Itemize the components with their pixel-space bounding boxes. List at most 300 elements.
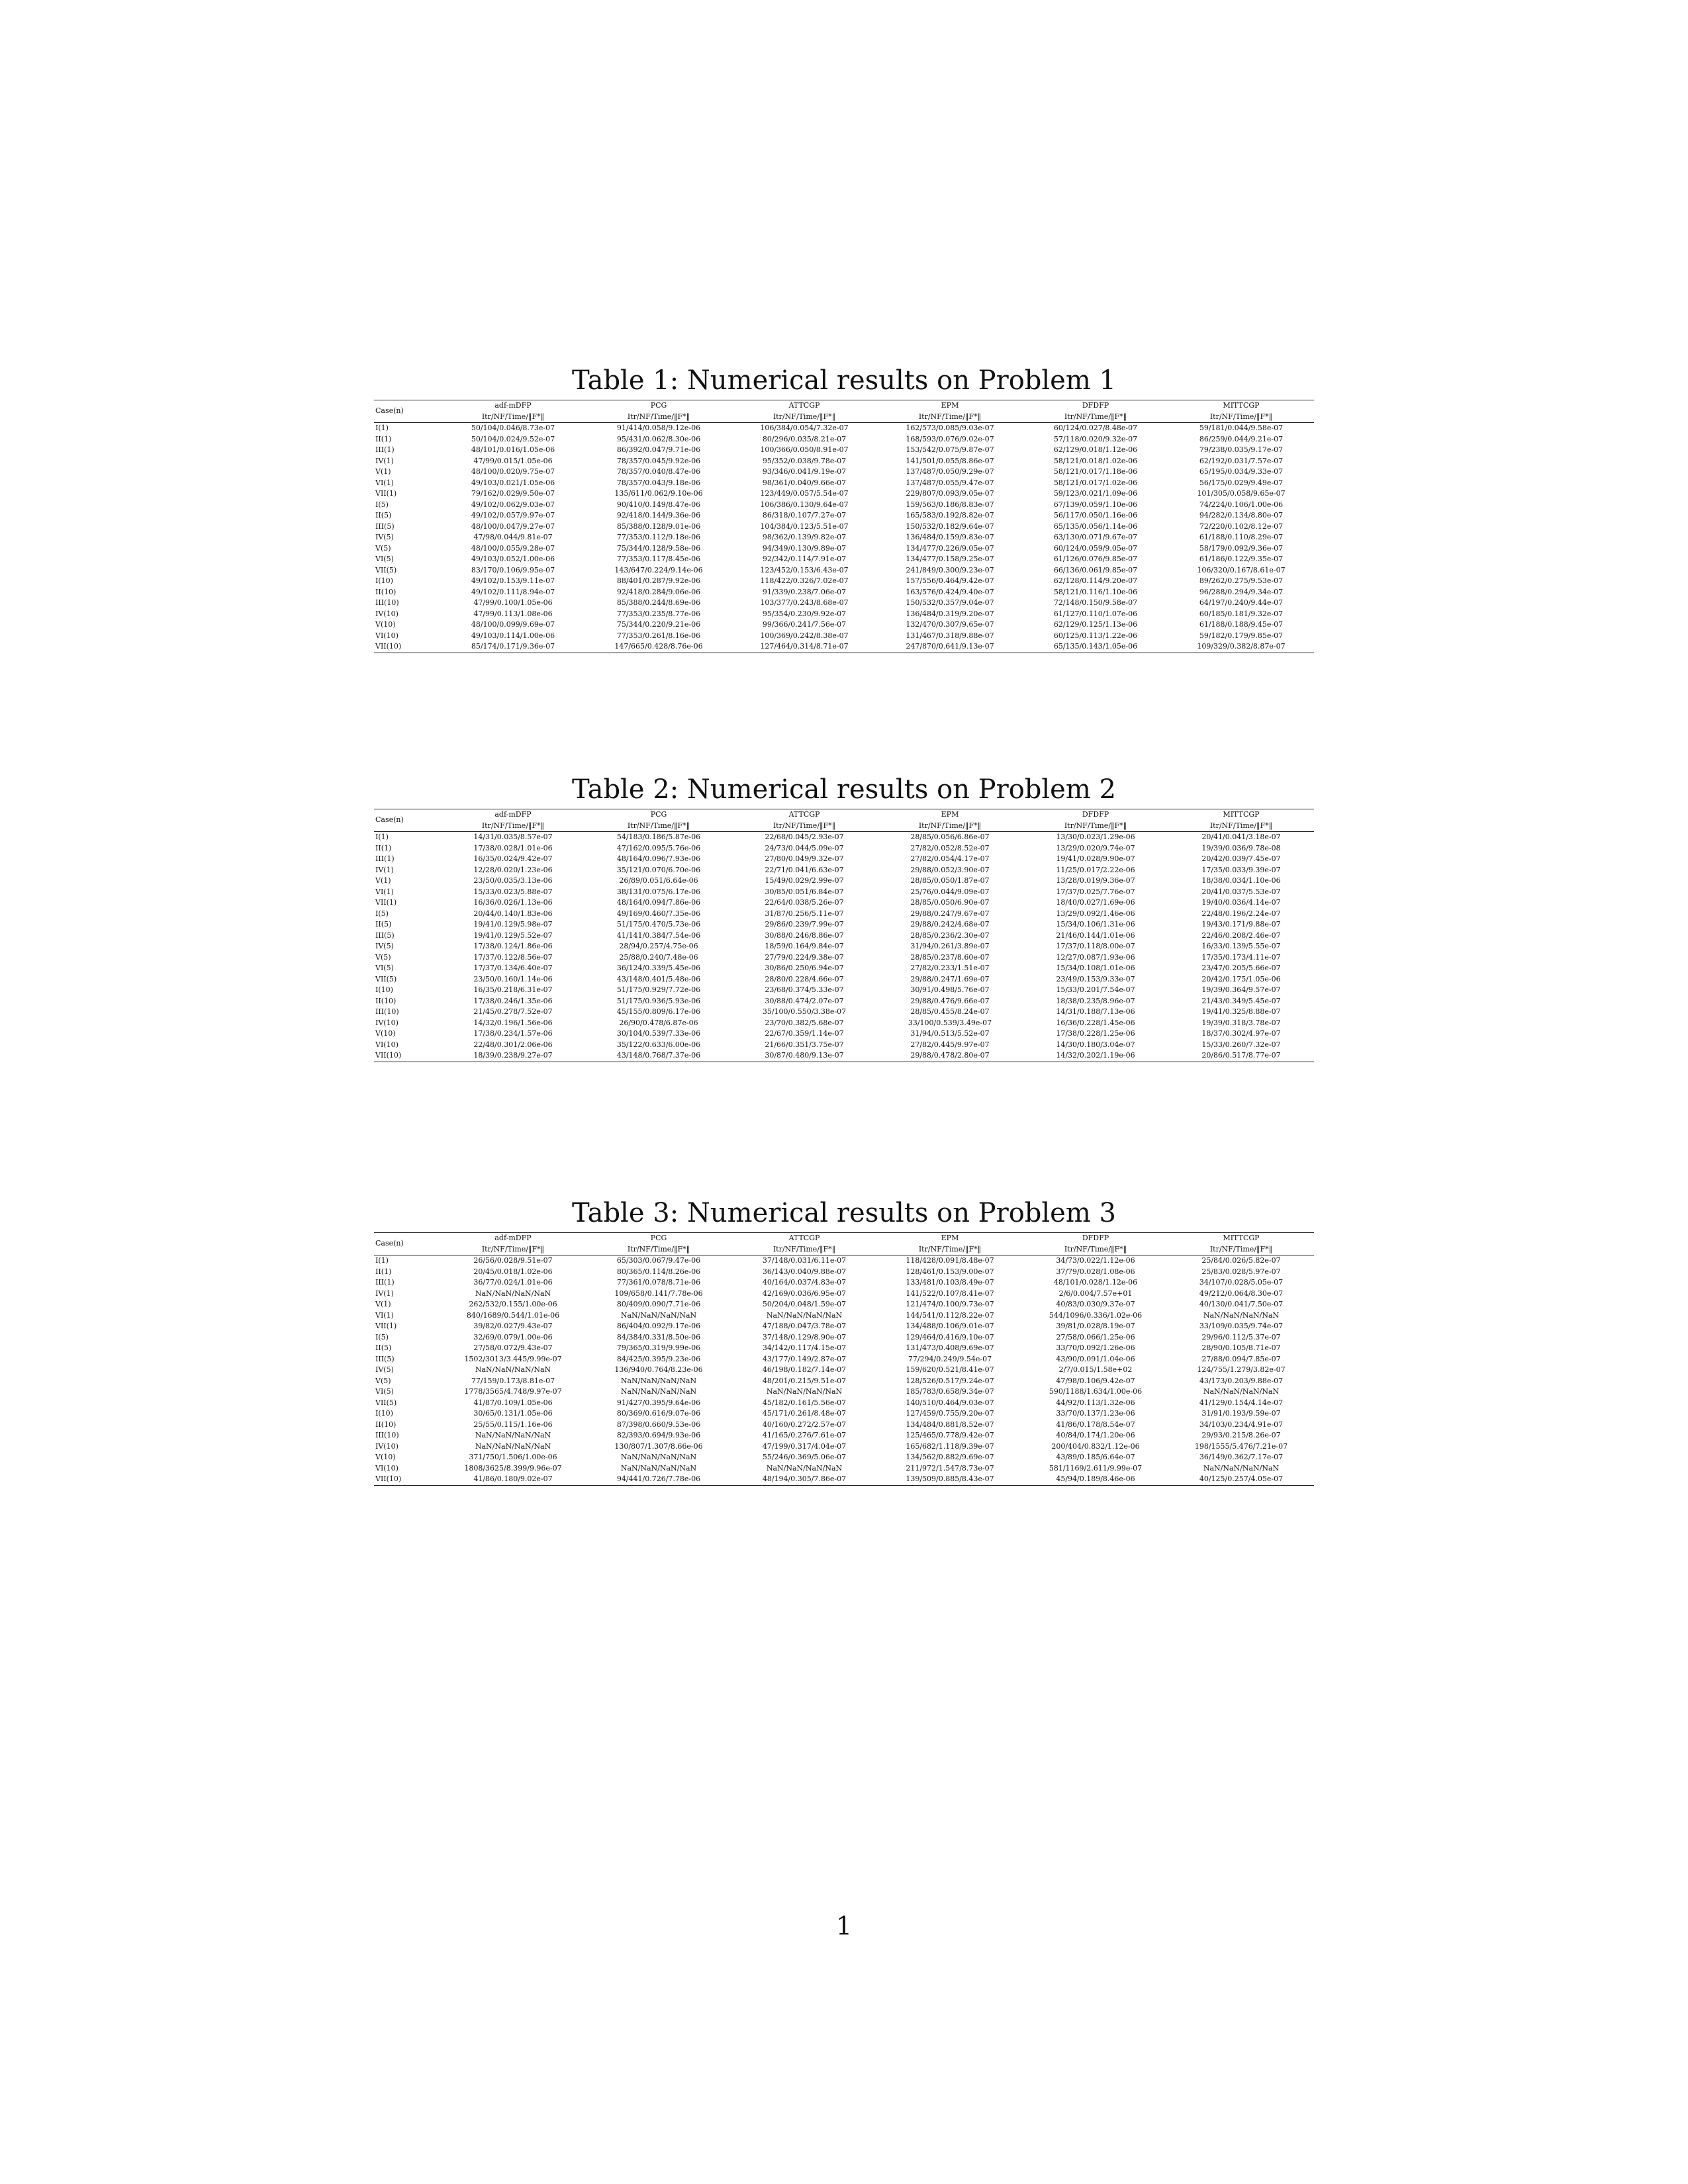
result-cell: 20/44/0.140/1.83e-06 (473, 909, 553, 918)
result-cell: 30/91/0.498/5.76e-07 (910, 985, 990, 994)
result-cell: 60/124/0.059/9.05e-07 (1053, 543, 1138, 553)
result-cell: 133/481/0.103/8.49e-07 (906, 1278, 994, 1287)
table-row (374, 576, 1314, 587)
result-cell: 92/418/0.284/9.06e-06 (616, 587, 701, 596)
result-cell: 165/682/1.118/9.39e-07 (906, 1441, 994, 1451)
table-row (374, 478, 1314, 489)
result-cell: 18/37/0.302/4.97e-07 (1201, 1029, 1281, 1038)
result-cell: 29/88/0.247/1.69e-07 (910, 974, 990, 983)
method-header: adf-mDFP (440, 400, 586, 412)
result-cell: 134/488/0.106/9.01e-07 (906, 1322, 994, 1330)
table-row (374, 996, 1314, 1007)
result-cell: 41/86/0.180/9.02e-07 (440, 1474, 586, 1485)
result-cell: 36/77/0.024/1.01e-06 (473, 1278, 553, 1287)
case-cell: IV(5) (375, 533, 394, 541)
table-row (374, 1310, 1314, 1322)
result-cell: 94/349/0.130/9.89e-07 (762, 543, 847, 553)
table-row (374, 598, 1314, 609)
page-number: 1 (835, 1911, 853, 1940)
result-cell: 49/212/0.064/8.30e-07 (1199, 1289, 1284, 1298)
result-cell: 58/121/0.018/1.02e-06 (1053, 456, 1138, 465)
result-cell: 19/41/0.028/9.90e-07 (1056, 854, 1135, 863)
result-cell: 47/99/0.100/1.05e-06 (473, 598, 553, 607)
result-cell: NaN/NaN/NaN/NaN (475, 1441, 551, 1451)
result-cell: 247/870/0.641/9.13e-07 (877, 641, 1023, 653)
result-cell: 27/82/0.445/9.97e-07 (910, 1040, 990, 1049)
result-cell: 49/169/0.460/7.35e-06 (616, 909, 701, 918)
result-cell: 13/28/0.019/9.36e-07 (1056, 876, 1135, 885)
result-cell: 75/344/0.220/9.21e-06 (616, 620, 701, 629)
result-cell: 56/117/0.050/1.16e-06 (1053, 511, 1138, 520)
result-cell: 20/41/0.037/5.53e-07 (1201, 887, 1281, 896)
metric-header: Itr/NF/Time/‖F*‖ (440, 412, 586, 423)
table-row (374, 985, 1314, 996)
result-cell: 42/169/0.036/6.95e-07 (762, 1289, 847, 1298)
result-cell: 25/55/0.115/1.16e-06 (473, 1420, 553, 1429)
result-cell: 27/82/0.233/1.51e-07 (910, 964, 990, 972)
result-cell: 54/183/0.186/5.87e-06 (616, 833, 701, 841)
case-cell: V(5) (375, 543, 391, 553)
result-cell: 143/647/0.224/9.14e-06 (614, 565, 703, 574)
case-cell: IV(1) (375, 456, 394, 465)
result-cell: 40/160/0.272/2.57e-07 (762, 1420, 847, 1429)
result-cell: 544/1096/0.336/1.02e-06 (1049, 1310, 1143, 1320)
result-cell: 123/452/0.153/6.43e-07 (760, 565, 849, 574)
result-cell: 19/39/0.364/9.57e-07 (1201, 985, 1281, 994)
result-cell: 153/542/0.075/9.87e-07 (906, 445, 994, 454)
result-cell: 98/362/0.139/9.82e-07 (762, 533, 847, 541)
method-header: PCG (586, 809, 731, 821)
result-cell: 83/170/0.106/9.95e-07 (471, 565, 555, 574)
result-cell: 34/73/0.022/1.12e-06 (1056, 1256, 1135, 1265)
result-cell: 51/175/0.929/7.72e-06 (616, 985, 701, 994)
table-row (374, 467, 1314, 478)
case-cell: IV(10) (375, 1018, 399, 1027)
result-cell: 37/79/0.028/1.08e-06 (1056, 1267, 1135, 1276)
table-row (374, 631, 1314, 642)
result-cell: 13/29/0.020/9.74e-07 (1056, 843, 1135, 852)
result-cell: 17/35/0.033/9.39e-07 (1201, 865, 1281, 874)
result-cell: 50/204/0.048/1.59e-07 (762, 1300, 847, 1308)
result-cell: 48/100/0.020/9.75e-07 (471, 467, 555, 476)
result-cell: 45/94/0.189/8.46e-06 (1023, 1474, 1168, 1485)
result-cell: 103/377/0.243/8.68e-07 (760, 598, 849, 607)
case-cell: II(10) (375, 1420, 397, 1429)
result-cell: 86/392/0.047/9.71e-06 (616, 445, 701, 454)
result-cell: 95/352/0.038/9.78e-07 (762, 456, 847, 465)
result-cell: 28/85/0.237/8.60e-07 (910, 952, 990, 962)
result-cell: 23/50/0.160/1.14e-06 (473, 974, 553, 983)
table-row (374, 1387, 1314, 1398)
results-table (374, 1232, 1314, 1486)
result-cell: 64/197/0.240/9.44e-07 (1199, 598, 1284, 607)
result-cell: 28/80/0.228/4.66e-07 (765, 974, 844, 983)
metric-header: Itr/NF/Time/‖F*‖ (440, 1244, 586, 1255)
result-cell: 45/182/0.161/5.56e-07 (762, 1398, 847, 1407)
table-row (374, 1267, 1314, 1278)
result-cell: 22/68/0.045/2.93e-07 (765, 833, 844, 841)
result-cell: 58/121/0.017/1.02e-06 (1053, 478, 1138, 487)
result-cell: 49/102/0.057/9.97e-07 (471, 511, 555, 520)
case-cell: I(1) (375, 424, 389, 432)
result-cell: 92/418/0.144/9.36e-06 (616, 511, 701, 520)
case-cell: V(10) (375, 1453, 396, 1461)
result-cell: 60/185/0.181/9.32e-07 (1199, 609, 1284, 618)
result-cell: 47/98/0.106/9.42e-07 (1056, 1376, 1135, 1385)
table-row (374, 587, 1314, 598)
result-cell: NaN/NaN/NaN/NaN (620, 1387, 697, 1396)
result-cell: 131/467/0.318/9.88e-07 (906, 631, 994, 640)
case-cell: III(1) (375, 1278, 395, 1287)
result-cell: 124/755/1.279/3.82e-07 (1197, 1365, 1286, 1374)
metric-header: Itr/NF/Time/‖F*‖ (1023, 821, 1168, 832)
result-cell: 94/441/0.726/7.78e-06 (586, 1474, 731, 1485)
result-cell: NaN/NaN/NaN/NaN (1203, 1387, 1280, 1396)
result-cell: 22/48/0.301/2.06e-06 (473, 1040, 553, 1049)
result-cell: 17/35/0.173/4.11e-07 (1201, 952, 1281, 962)
table-row (374, 609, 1314, 620)
result-cell: 47/188/0.047/3.78e-07 (762, 1322, 847, 1330)
result-cell: 91/339/0.238/7.06e-07 (762, 587, 847, 596)
case-cell: I(10) (375, 985, 393, 994)
result-cell: 15/34/0.106/1.31e-06 (1056, 920, 1135, 929)
result-cell: 60/125/0.113/1.22e-06 (1053, 631, 1138, 640)
result-cell: 49/102/0.062/9.03e-07 (471, 500, 555, 509)
result-cell: 78/357/0.043/9.18e-06 (616, 478, 701, 487)
result-cell: 57/118/0.020/9.32e-07 (1053, 434, 1138, 443)
result-cell: 27/58/0.066/1.25e-06 (1056, 1332, 1135, 1342)
result-cell: 77/159/0.173/8.81e-07 (471, 1376, 555, 1385)
case-cell: IV(1) (375, 865, 394, 874)
result-cell: 163/576/0.424/9.40e-07 (906, 587, 994, 596)
result-cell: 40/125/0.257/4.05e-07 (1168, 1474, 1314, 1485)
result-cell: 1502/3013/3.445/9.99e-07 (464, 1354, 562, 1363)
result-cell: NaN/NaN/NaN/NaN (1203, 1310, 1280, 1320)
result-cell: 49/102/0.111/8.94e-07 (471, 587, 555, 596)
result-cell: 86/404/0.092/9.17e-06 (616, 1322, 701, 1330)
result-cell: 129/464/0.416/9.10e-07 (906, 1332, 994, 1342)
result-cell: 30/88/0.246/8.86e-07 (765, 931, 844, 940)
header-row-metrics (374, 1244, 1314, 1255)
result-cell: 128/526/0.517/9.24e-07 (906, 1376, 994, 1385)
table-row (374, 565, 1314, 576)
result-cell: 118/428/0.091/8.48e-07 (906, 1256, 994, 1265)
result-cell: 29/88/0.242/4.68e-07 (910, 920, 990, 929)
table-row (374, 445, 1314, 456)
result-cell: 106/384/0.054/7.32e-07 (760, 424, 849, 432)
table-row (374, 1289, 1314, 1300)
result-cell: 92/342/0.114/7.91e-07 (762, 555, 847, 563)
result-cell: 65/303/0.067/9.47e-06 (616, 1256, 701, 1265)
result-cell: 59/182/0.179/9.85e-07 (1199, 631, 1284, 640)
result-cell: NaN/NaN/NaN/NaN (1203, 1463, 1280, 1473)
table-row (374, 876, 1314, 887)
result-cell: 91/427/0.395/9.64e-06 (616, 1398, 701, 1407)
case-cell: IV(1) (375, 1289, 394, 1298)
result-cell: 18/38/0.034/1.10e-06 (1201, 876, 1281, 885)
header-row-methods (374, 400, 1314, 412)
result-cell: 85/388/0.244/8.69e-06 (616, 598, 701, 607)
result-cell: 19/41/0.129/5.98e-07 (473, 920, 553, 929)
table-row (374, 1408, 1314, 1420)
result-cell: 28/85/0.236/2.30e-07 (910, 931, 990, 940)
result-cell: 47/99/0.015/1.05e-06 (473, 456, 553, 465)
case-cell: I(1) (375, 833, 389, 841)
result-cell: 147/665/0.428/8.76e-06 (586, 641, 731, 653)
result-cell: NaN/NaN/NaN/NaN (766, 1463, 843, 1473)
table-row (374, 532, 1314, 543)
result-cell: 89/262/0.275/9.53e-07 (1199, 576, 1284, 585)
result-cell: 37/148/0.031/6.11e-07 (762, 1256, 847, 1265)
result-cell: 25/76/0.044/9.09e-07 (910, 887, 990, 896)
result-cell: 41/87/0.109/1.05e-06 (473, 1398, 553, 1407)
result-cell: 17/38/0.246/1.35e-06 (473, 996, 553, 1005)
method-header: EPM (877, 400, 1023, 412)
result-cell: 51/175/0.936/5.93e-06 (616, 996, 701, 1005)
result-cell: 100/366/0.050/8.91e-07 (760, 445, 849, 454)
table-row (374, 522, 1314, 533)
result-cell: 21/66/0.351/3.75e-07 (765, 1040, 844, 1049)
case-cell: VII(1) (375, 489, 397, 498)
result-cell: 2/7/0.015/1.58e+02 (1058, 1365, 1133, 1374)
result-cell: 41/141/0.384/7.54e-06 (616, 931, 701, 940)
case-cell: V(1) (375, 467, 391, 476)
result-cell: 85/388/0.128/9.01e-06 (616, 522, 701, 531)
method-header: ATTCGP (731, 809, 877, 821)
result-cell: 87/398/0.660/9.53e-06 (616, 1420, 701, 1429)
result-cell: 24/73/0.044/5.09e-07 (765, 843, 844, 852)
result-cell: 12/28/0.020/1.23e-06 (473, 865, 553, 874)
result-cell: 581/1169/2.611/9.99e-07 (1049, 1463, 1143, 1473)
result-cell: 95/431/0.062/8.30e-06 (616, 434, 701, 443)
method-header: EPM (877, 1233, 1023, 1244)
result-cell: 19/39/0.036/9.78e-08 (1201, 843, 1281, 852)
method-header: DFDFP (1023, 809, 1168, 821)
result-cell: 137/487/0.050/9.29e-07 (906, 467, 994, 476)
result-cell: 62/128/0.114/9.20e-07 (1053, 576, 1138, 585)
case-cell: II(1) (375, 1267, 392, 1276)
result-cell: 118/422/0.326/7.02e-07 (760, 576, 849, 585)
result-cell: 45/155/0.809/6.17e-06 (616, 1007, 701, 1016)
result-cell: 99/366/0.241/7.56e-07 (762, 620, 847, 629)
case-cell: I(5) (375, 1332, 389, 1342)
result-cell: NaN/NaN/NaN/NaN (620, 1376, 697, 1385)
metric-header: Itr/NF/Time/‖F*‖ (1168, 412, 1314, 423)
result-cell: 159/563/0.186/8.83e-07 (906, 500, 994, 509)
result-cell: 20/86/0.517/8.77e-07 (1168, 1050, 1314, 1062)
result-cell: 65/195/0.034/9.33e-07 (1199, 467, 1284, 476)
result-cell: 27/79/0.224/9.38e-07 (765, 952, 844, 962)
result-cell: 28/85/0.050/6.90e-07 (910, 898, 990, 907)
case-cell: III(10) (375, 598, 399, 607)
table-row (374, 619, 1314, 631)
result-cell: 20/45/0.018/1.02e-06 (473, 1267, 553, 1276)
case-cell: V(5) (375, 1376, 391, 1385)
table-row (374, 1441, 1314, 1453)
result-cell: 101/305/0.058/9.65e-07 (1197, 489, 1286, 498)
case-cell: VI(5) (375, 964, 394, 972)
result-cell: 35/122/0.633/6.00e-06 (616, 1040, 701, 1049)
result-cell: 37/148/0.129/8.90e-07 (762, 1332, 847, 1342)
result-cell: 125/465/0.778/9.42e-07 (906, 1431, 994, 1439)
result-cell: 36/149/0.362/7.17e-07 (1199, 1453, 1284, 1461)
method-header: MITTCGP (1168, 1233, 1314, 1244)
case-cell: III(5) (375, 1354, 395, 1363)
case-cell: I(5) (375, 909, 389, 918)
result-cell: 29/96/0.112/5.37e-07 (1201, 1332, 1281, 1342)
table-row (374, 963, 1314, 974)
method-header: DFDFP (1023, 1233, 1168, 1244)
case-cell: IV(10) (375, 1441, 399, 1451)
result-cell: 77/361/0.078/8.71e-06 (616, 1278, 701, 1287)
case-cell: II(5) (375, 511, 392, 520)
table-row (374, 1365, 1314, 1376)
result-cell: 31/91/0.193/9.59e-07 (1201, 1409, 1281, 1418)
case-cell: VI(10) (375, 1463, 399, 1473)
result-cell: 165/583/0.192/8.82e-07 (906, 511, 994, 520)
metric-header: Itr/NF/Time/‖F*‖ (731, 412, 877, 423)
table-row (374, 1398, 1314, 1409)
result-cell: 13/30/0.023/1.29e-06 (1056, 833, 1135, 841)
method-header: PCG (586, 1233, 731, 1244)
result-cell: 26/56/0.028/9.51e-07 (473, 1256, 553, 1265)
result-cell: 86/318/0.107/7.27e-07 (762, 511, 847, 520)
result-cell: 43/177/0.149/2.87e-07 (762, 1354, 847, 1363)
table-row (374, 1299, 1314, 1310)
result-cell: 77/353/0.261/8.16e-06 (616, 631, 701, 640)
result-cell: 17/38/0.228/1.25e-06 (1056, 1029, 1135, 1038)
result-cell: 86/259/0.044/9.21e-07 (1199, 434, 1284, 443)
result-cell: 65/135/0.143/1.05e-06 (1023, 641, 1168, 653)
result-cell: 62/192/0.031/7.57e-07 (1199, 456, 1284, 465)
result-cell: 17/38/0.234/1.57e-06 (473, 1029, 553, 1038)
result-cell: 16/35/0.218/6.31e-07 (473, 985, 553, 994)
result-cell: 185/783/0.658/9.34e-07 (906, 1387, 994, 1396)
result-cell: 61/127/0.110/1.07e-06 (1053, 609, 1138, 618)
result-cell: 51/175/0.470/5.73e-06 (616, 920, 701, 929)
case-cell: V(10) (375, 1029, 396, 1038)
table-3-block (374, 1198, 1314, 1486)
result-cell: 32/69/0.079/1.00e-06 (473, 1332, 553, 1342)
result-cell: 132/470/0.307/9.65e-07 (906, 620, 994, 629)
result-cell: 85/174/0.171/9.36e-07 (440, 641, 586, 653)
result-cell: 27/82/0.052/8.52e-07 (910, 843, 990, 852)
result-cell: 121/474/0.100/9.73e-07 (906, 1300, 994, 1308)
table-row (374, 1463, 1314, 1475)
result-cell: 75/344/0.128/9.58e-06 (616, 543, 701, 553)
result-cell: 16/33/0.139/5.55e-07 (1201, 942, 1281, 950)
result-cell: 29/86/0.239/7.99e-07 (765, 920, 844, 929)
result-cell: 150/532/0.182/9.64e-07 (906, 522, 994, 531)
result-cell: 15/33/0.260/7.32e-07 (1201, 1040, 1281, 1049)
result-cell: 31/87/0.256/5.11e-07 (765, 909, 844, 918)
table-row (374, 434, 1314, 445)
case-cell: IV(10) (375, 609, 399, 618)
result-cell: NaN/NaN/NaN/NaN (620, 1453, 697, 1461)
result-cell: 127/464/0.314/8.71e-07 (731, 641, 877, 653)
metric-header: Itr/NF/Time/‖F*‖ (731, 1244, 877, 1255)
header-row-metrics (374, 821, 1314, 832)
result-cell: 49/102/0.153/9.11e-07 (471, 576, 555, 585)
result-cell: 80/365/0.114/8.26e-06 (616, 1267, 701, 1276)
case-cell: III(10) (375, 1431, 399, 1439)
case-cell: VII(10) (374, 1474, 440, 1485)
result-cell: 61/188/0.110/8.29e-07 (1199, 533, 1284, 541)
result-cell: 96/288/0.294/9.34e-07 (1199, 587, 1284, 596)
table-row (374, 1040, 1314, 1051)
result-cell: 28/85/0.050/1.87e-07 (910, 876, 990, 885)
table-row (374, 887, 1314, 898)
result-cell: 23/50/0.035/3.13e-06 (473, 876, 553, 885)
result-cell: 98/361/0.040/9.66e-07 (762, 478, 847, 487)
result-cell: 31/94/0.261/3.89e-07 (910, 942, 990, 950)
result-cell: 18/59/0.164/9.84e-07 (765, 942, 844, 950)
method-header: ATTCGP (731, 400, 877, 412)
result-cell: 123/449/0.057/5.54e-07 (760, 489, 849, 498)
result-cell: 90/410/0.149/8.47e-06 (616, 500, 701, 509)
result-cell: 159/620/0.521/8.41e-07 (906, 1365, 994, 1374)
result-cell: 26/89/0.051/6.64e-06 (619, 876, 698, 885)
result-cell: 43/90/0.091/1.04e-06 (1056, 1354, 1135, 1363)
result-cell: 28/85/0.056/6.86e-07 (910, 833, 990, 841)
result-cell: 79/365/0.319/9.99e-06 (616, 1343, 701, 1352)
result-cell: 43/148/0.401/5.48e-06 (616, 974, 701, 983)
result-cell: 150/532/0.357/9.04e-07 (906, 598, 994, 607)
result-cell: 29/88/0.478/2.80e-07 (877, 1050, 1023, 1062)
result-cell: 34/142/0.117/4.15e-07 (762, 1343, 847, 1352)
case-cell: III(5) (375, 931, 395, 940)
method-header: PCG (586, 400, 731, 412)
result-cell: 23/49/0.153/9.33e-07 (1056, 974, 1135, 983)
result-cell: 17/38/0.124/1.86e-06 (473, 942, 553, 950)
case-cell: II(1) (375, 434, 392, 443)
result-cell: NaN/NaN/NaN/NaN (620, 1463, 697, 1473)
result-cell: 17/37/0.134/6.40e-07 (473, 964, 553, 972)
result-cell: 28/94/0.257/4.75e-06 (619, 942, 698, 950)
result-cell: 19/41/0.325/8.88e-07 (1201, 1007, 1281, 1016)
method-header: adf-mDFP (440, 809, 586, 821)
result-cell: 59/181/0.044/9.58e-07 (1199, 424, 1284, 432)
result-cell: 33/70/0.137/1.23e-06 (1056, 1409, 1135, 1418)
result-cell: 78/357/0.045/9.92e-06 (616, 456, 701, 465)
case-cell: I(10) (375, 576, 393, 585)
result-cell: 20/41/0.041/3.18e-07 (1201, 833, 1281, 841)
result-cell: 14/32/0.196/1.56e-06 (473, 1018, 553, 1027)
result-cell: 15/34/0.108/1.01e-06 (1056, 964, 1135, 972)
case-header: Case(n) (374, 809, 440, 832)
case-cell: I(10) (375, 1409, 393, 1418)
result-cell: 41/86/0.178/8.54e-07 (1056, 1420, 1135, 1429)
metric-header: Itr/NF/Time/‖F*‖ (1168, 821, 1314, 832)
result-cell: 590/1188/1.634/1.00e-06 (1049, 1387, 1143, 1396)
result-cell: 20/42/0.175/1.05e-06 (1201, 974, 1281, 983)
result-cell: 40/130/0.041/7.50e-07 (1199, 1300, 1284, 1308)
table-row (374, 843, 1314, 854)
result-cell: 136/940/0.764/8.23e-06 (614, 1365, 703, 1374)
result-cell: 49/103/0.052/1.00e-06 (471, 555, 555, 563)
result-cell: 29/88/0.476/9.66e-07 (910, 996, 990, 1005)
case-cell: V(1) (375, 1300, 391, 1308)
result-cell: 16/36/0.026/1.13e-06 (473, 898, 553, 907)
result-cell: 139/509/0.885/8.43e-07 (877, 1474, 1023, 1485)
result-cell: 29/88/0.247/9.67e-07 (910, 909, 990, 918)
table-row (374, 1474, 1314, 1485)
result-cell: 14/31/0.188/7.13e-06 (1056, 1007, 1135, 1016)
metric-header: Itr/NF/Time/‖F*‖ (586, 412, 731, 423)
result-cell: 21/45/0.278/7.52e-07 (473, 1007, 553, 1016)
result-cell: 22/67/0.359/1.14e-07 (765, 1029, 844, 1038)
metric-header: Itr/NF/Time/‖F*‖ (1023, 412, 1168, 423)
